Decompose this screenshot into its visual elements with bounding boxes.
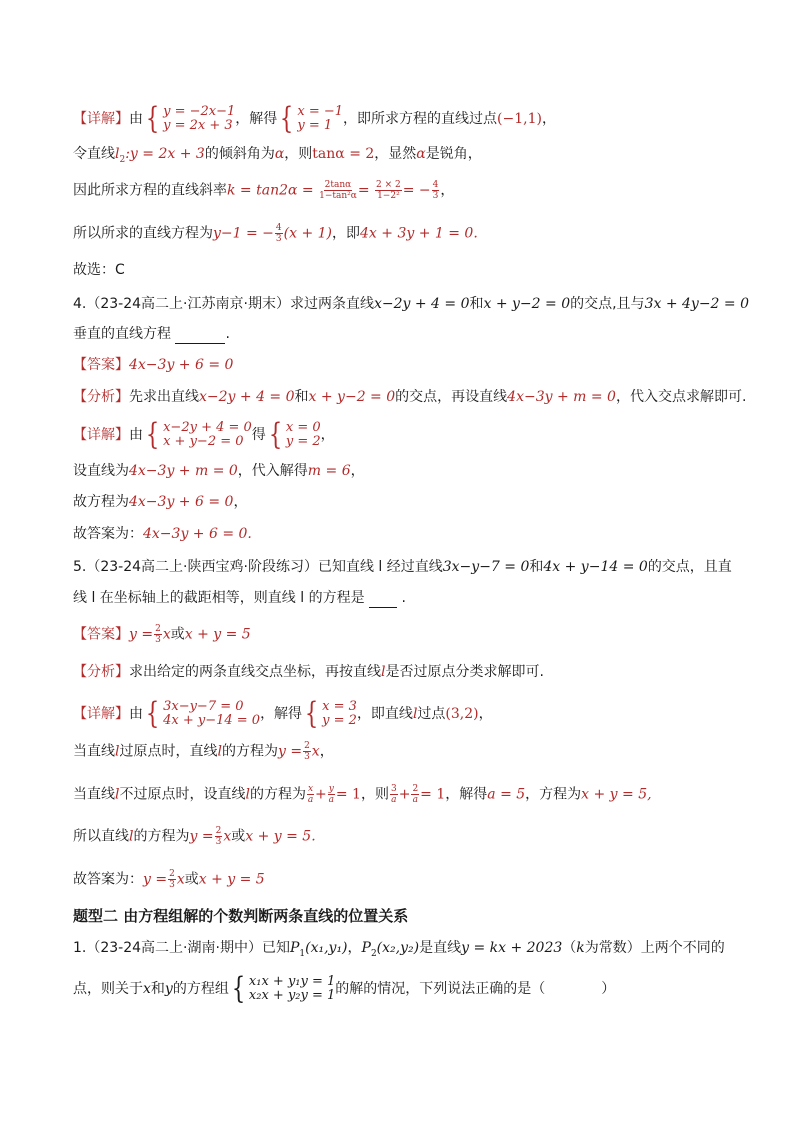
system-row: x−2y + 4 = 0 [163,420,252,435]
system-row: x + y−2 = 0 [163,434,244,449]
text: ，即所求方程的直线过点 [343,111,498,127]
math: x [176,871,185,888]
text: 过点 [417,706,446,722]
text: 的交点,且与 [570,296,645,312]
denominator: a [307,795,314,805]
q5-answer [73,624,754,645]
text: 由 [129,111,143,127]
analysis-tag: 【分析】 [73,664,129,680]
math: m = 6 [307,463,351,479]
math: k [576,940,585,956]
text: 故方程为 [73,494,129,510]
system-row: x = 3 [322,699,357,714]
system-row: x₂x + y₂y = 1 [248,988,336,1003]
math: 4x−3y + 6 = 0 [129,494,234,510]
text: ，方程为 [525,786,582,803]
text: . [401,590,406,606]
fraction [319,180,357,201]
math: x + y = 5 [198,871,265,888]
system-row: x = 0 [285,420,321,435]
denominator: 3 [304,752,310,762]
text: 点，则关于 [73,981,143,997]
fraction [154,624,162,645]
math: P [361,940,371,956]
system-row: 4x + y−14 = 0 [163,713,261,728]
math: y = [143,871,168,888]
math: x + y−2 = 0 [308,389,396,405]
denominator: a [328,795,335,805]
text: ，代入解得 [237,463,308,479]
math: l [115,743,120,760]
text: ，则 [284,146,313,162]
math: x + y = 5 [184,626,251,643]
math: 4x−3y + 6 = 0 [129,357,234,373]
equation-system: { y = −2x−1 y = 2x + 3 [145,101,236,136]
text: ， [541,111,556,127]
answer-tag: 【答案】 [73,626,129,643]
numerator: 2 × 2 [376,180,401,190]
denominator: 3 [169,880,175,890]
numerator: 2 [155,624,161,634]
numerator: y [328,784,334,794]
answer-blank [175,343,225,344]
text: 是锐角， [425,146,482,162]
q4-so [73,492,754,512]
answer-tag: 【答案】 [73,357,129,373]
text: ，则 [360,786,389,803]
math: x [143,981,151,997]
solution-system: { x = 0 y = 2 [268,417,321,452]
text: ， [440,182,455,199]
text: 和 [529,559,544,575]
math: l [245,786,250,803]
text: 的交点，且直 [647,559,732,575]
math: l [115,146,120,162]
text: 的方程为 [133,828,190,845]
math: = 1 [420,786,446,803]
text: 故答案为： [73,526,143,542]
text: 不过原点时，设直线 [119,786,246,803]
point: (3,2) [445,706,479,722]
text: 已知直线 l 经过直线 [317,559,443,575]
q5-analysis [73,662,754,682]
fraction [411,784,419,805]
text: 和 [150,981,165,997]
text: ，解得 [445,786,488,803]
text: 由 [129,706,143,722]
detail-line-4 [73,223,754,244]
system-row: x₁x + y₁y = 1 [248,974,336,989]
q5-so [73,826,754,847]
text: 的倾斜角为 [204,146,275,162]
numerator: 2 [215,826,222,836]
question-source: （23-24高二上·湖南·期中） [86,940,262,956]
text: 或 [184,871,199,888]
math: 2 [119,154,126,165]
text: 故选：C [73,262,125,278]
math: x−2y + 4 = 0 [373,296,470,312]
text: 设直线为 [73,463,129,479]
system-row: y = 1 [297,118,333,133]
solution-system: { x = 3 y = 2 [304,696,357,731]
system-row: x = −1 [297,104,344,119]
analysis-tag: 【分析】 [73,389,129,405]
q5-line-1 [73,557,754,577]
numerator: 2 [304,741,310,751]
math: 1 [299,948,306,959]
fraction [375,180,402,201]
q4-line-2 [73,324,754,344]
text: 求出给定的两条直线交点坐标，再按直线 [129,664,381,680]
system-row: y = 2 [285,434,321,449]
q4-answer [73,355,754,375]
detail-line-1 [73,101,754,136]
denominator: 3 [275,234,282,244]
text: ，显然 [374,146,417,162]
q4-set [73,461,754,481]
question-number: 5. [73,559,87,575]
detail-line-2 [73,144,754,170]
section-heading [73,906,754,926]
math: y [164,981,173,997]
detail-line-3 [73,180,754,201]
question-source: （23-24高二上·江苏南京·期末） [86,296,290,312]
text: ， [350,463,365,479]
text: 为常数）上两个不同的 [584,940,725,956]
math: l [217,743,222,760]
text: 先求出直线 [129,389,199,405]
math: (x₁,y₁) [305,940,348,956]
fraction [275,223,283,244]
text: 是直线 [419,940,462,956]
math: 4x + y−14 = 0 [543,559,648,575]
math: + [398,786,411,803]
q4-line-1 [73,294,754,314]
text: ， [233,494,248,510]
math: 4x−3y + m = 0 [507,389,616,405]
math: 2 [370,948,377,959]
question-source: （23-24高二上·陕西宝鸡·阶段练习） [86,559,318,575]
math: = − [402,182,431,199]
numerator: x [307,784,314,794]
text: ，解得 [235,111,278,127]
text: . [225,326,230,342]
system-row: y = 2 [322,713,357,728]
text: 当直线 [73,743,115,760]
numerator: 2 [169,869,175,879]
detail-tag: 【详解】 [73,427,129,443]
text: 得 [251,427,266,443]
q4-analysis [73,387,754,407]
fraction [390,784,398,805]
q5-case2 [73,784,754,805]
math: a = 5 [487,786,526,803]
fraction [168,869,176,890]
numerator: 3 [390,784,397,794]
text: 因此所求方程的直线斜率 [73,182,227,199]
system-row: 3x−y−7 = 0 [163,699,244,714]
text: （ [562,940,577,956]
denominator: 1−2² [377,191,400,201]
text: 由 [129,427,143,443]
fraction [215,826,223,847]
text: 的方程为 [249,786,306,803]
text: 是否过原点分类求解即可. [385,664,544,680]
solution-system: { x = −1 y = 1 [280,101,344,136]
text: 线 l 在坐标轴上的截距相等，则直线 l 的方程是 [73,590,365,606]
text: ， [320,427,335,443]
text: ，代入交点求解即可. [615,389,747,405]
text: 故答案为： [73,871,143,888]
math: = 1 [335,786,361,803]
text: 垂直的直线方程 [73,326,171,342]
denominator: 3 [155,635,161,645]
detail-tag: 【详解】 [73,111,129,127]
fraction [328,784,335,805]
q4-final [73,524,754,544]
numerator: 2tanα [324,180,352,190]
text: 所以所求的直线方程为 [73,225,213,242]
math: (x + 1) [283,225,333,242]
text: 过原点时，直线 [119,743,218,760]
math: = [357,182,370,199]
math: P [289,940,300,956]
math: α [416,146,426,162]
math: (x₂,y₂) [376,940,420,956]
math: x + y = 5. [245,828,316,845]
math: k = tan2α = [227,182,314,199]
text: ，即直线 [356,706,413,722]
question-number: 1. [73,940,87,956]
fraction [432,180,440,201]
text: 的方程为 [221,743,278,760]
question-number: 4. [73,296,87,312]
text: ，即 [332,225,361,242]
text: 当直线 [73,786,115,803]
math: y = [129,626,154,643]
text: 的方程组 [172,981,229,997]
math: 4x−3y + 6 = 0. [143,526,252,542]
system-row: y = −2x−1 [163,104,236,119]
choice-line [73,260,754,280]
math: 3x + 4y−2 = 0 [644,296,749,312]
q5-detail [73,696,754,731]
numerator: 2 [412,784,419,794]
q4-detail [73,417,754,452]
text: 或 [170,626,185,643]
equation-system: { x₁x + y₁y = 1 x₂x + y₂y = 1 [231,971,336,1006]
point: (−1,1) [497,111,542,127]
answer-blank [369,607,397,608]
math: l [129,828,134,845]
math: y = [277,743,303,760]
text: ， [347,940,362,956]
math: x + y−2 = 0 [483,296,571,312]
math: tanα = 2 [312,146,375,162]
math: l [412,706,418,722]
text: ， [478,706,493,722]
denominator: a [391,795,397,805]
math: x [162,626,171,643]
text: 或 [231,828,246,845]
text: ， [319,743,334,760]
text: 和 [469,296,484,312]
text: ） [601,981,616,997]
math: α [274,146,285,162]
math: x + y = 5, [581,786,652,803]
numerator: 4 [275,223,282,233]
math: l [381,664,386,680]
denominator: 1−tan²α [319,191,357,201]
math: :y = 2x + 3 [125,146,205,162]
text: ，解得 [260,706,303,722]
denominator: 3 [432,191,439,201]
math: y−1 = − [213,225,274,242]
text: 的交点，再设直线 [395,389,508,405]
math: 4x + 3y + 1 = 0. [360,225,478,242]
math: x [223,828,232,845]
text: 令直线 [73,146,115,162]
equation-system: { x−2y + 4 = 0 x + y−2 = 0 [145,417,252,452]
math: y = [189,828,214,845]
math: 4x−3y + m = 0 [129,463,238,479]
t2-line-1 [73,938,754,964]
system-row: y = 2x + 3 [163,118,233,133]
text: 所以直线 [73,828,129,845]
text: 的解的情况，下列说法正确的是（ [335,981,546,997]
q5-final [73,869,754,890]
q5-case1 [73,741,754,762]
fraction [307,784,314,805]
denominator: 3 [215,837,222,847]
q5-line-2 [73,588,754,608]
text: 已知 [261,940,290,956]
numerator: 4 [432,180,439,190]
fraction [303,741,311,762]
detail-tag: 【详解】 [73,706,129,722]
equation-system: { 3x−y−7 = 0 4x + y−14 = 0 [145,696,261,731]
math: x [311,743,320,760]
math: x−2y + 4 = 0 [199,389,295,405]
t2-line-2 [73,971,754,1006]
math: y = kx + 2023 [461,940,563,956]
math: 3x−y−7 = 0 [442,559,530,575]
math: + [315,786,327,803]
text: 和 [294,389,309,405]
heading-text: 题型二 由方程组解的个数判断两条直线的位置关系 [73,907,409,925]
text: 求过两条直线 [289,296,374,312]
denominator: a [412,795,418,805]
math: l [115,786,120,803]
